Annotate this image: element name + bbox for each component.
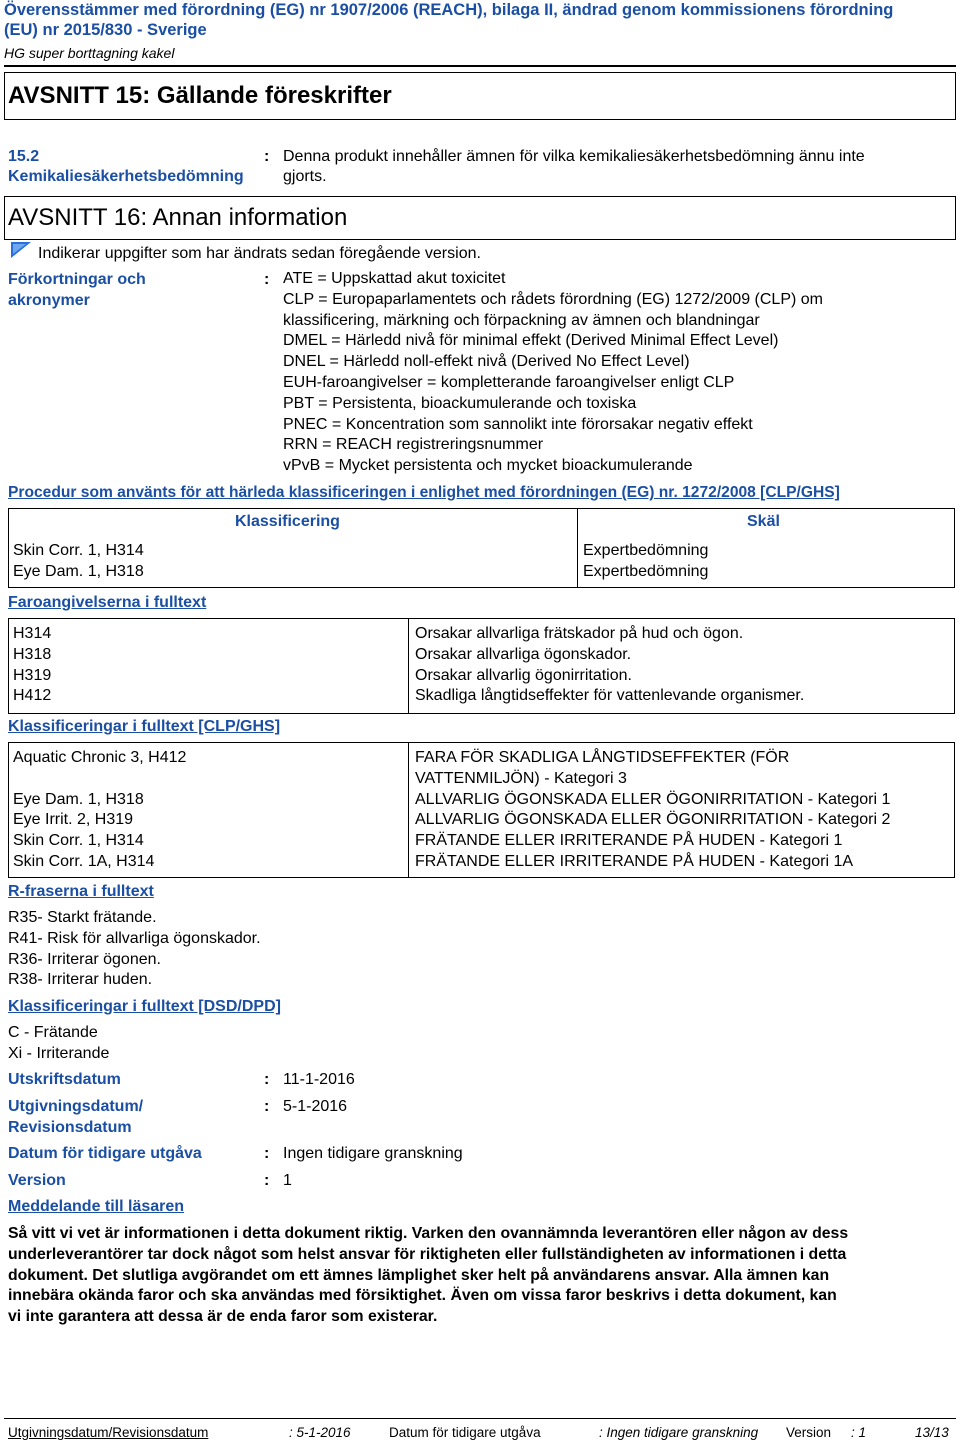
abbreviation-item: PBT = Persistenta, bioackumulerande och toxiska xyxy=(283,394,637,412)
notice-line: Så vitt vi vet är informationen i detta dokument riktig. Varken den ovannämnda leverantören eller någon av dess xyxy=(8,1225,849,1242)
hazard-table-divider xyxy=(408,618,409,713)
clp-full-title: Klassificeringar i fulltext [CLP/GHS] xyxy=(8,718,281,735)
section15-text-line1: Denna produkt innehåller ämnen för vilka kemikaliesäkerhetsbedömning ännu inte xyxy=(283,148,865,165)
notice-title: Meddelande till läsaren xyxy=(8,1198,185,1215)
clp-left-item: Aquatic Chronic 3, H412 xyxy=(13,749,187,766)
clp-right-item: FARA FÖR SKADLIGA LÅNGTIDSEFFEKTER (FÖR xyxy=(415,749,790,766)
footer-divider xyxy=(4,1418,956,1419)
abbreviation-item: DNEL = Härledd noll-effekt nivå (Derived No Effect Level) xyxy=(283,353,690,371)
clp-right-item: VATTENMILJÖN) - Kategori 3 xyxy=(415,769,627,787)
clp-left-item: Eye Dam. 1, H318 xyxy=(13,790,144,808)
hazard-code-list xyxy=(13,624,51,707)
notice-line: innebära okända faror och ska användas med försiktighet. Även om vissa faror beskrivs i detta dokument, kan xyxy=(8,1287,837,1305)
section15-text-line2: gjorts. xyxy=(283,168,327,185)
clp-left-item: Skin Corr. 1, H314 xyxy=(13,832,144,850)
section16-title-box xyxy=(4,196,956,240)
clp-right-list xyxy=(415,748,890,873)
hazard-text: Orsakar allvarliga frätskador på hud och ögon. xyxy=(415,625,744,642)
hazard-code: H318 xyxy=(13,645,52,663)
clp-right-item: FRÄTANDE ELLER IRRITERANDE PÅ HUDEN - Kategori 1A xyxy=(415,852,854,870)
classification-cell: Eye Dam. 1, H318 xyxy=(13,562,144,580)
abbrev-label-line1: Förkortningar och xyxy=(8,271,146,288)
clp-left-list xyxy=(13,748,186,873)
issue-date-colon: : xyxy=(264,1098,270,1115)
notice-line: underleverantörer tar dock något som helst ansvar för riktigheten eller fullständigheten av informationen i detta xyxy=(8,1245,847,1263)
version-label: Version xyxy=(8,1172,66,1189)
hazard-text-list xyxy=(415,624,804,707)
abbreviation-item: PNEC = Koncentration som sannolikt inte förorsakar negativ effekt xyxy=(283,415,753,433)
footer-page-number: 13/13 xyxy=(915,1425,949,1440)
footer-issue-label: Utgivningsdatum/Revisionsdatum xyxy=(8,1425,209,1440)
r-phrase: R36- Irriterar ögonen. xyxy=(8,950,161,968)
r-phrase: R41- Risk för allvarliga ögonskador. xyxy=(8,929,261,947)
section15-colon: : xyxy=(264,148,270,165)
abbreviation-item: klassificering, märkning och förpackning av ämnen och blandningar xyxy=(283,311,760,329)
reason-cell: Expertbedömning xyxy=(583,542,709,559)
section15-2-label-num: 15.2 xyxy=(8,148,40,165)
header-title-line1: Överensstämmer med förordning (EG) nr 1907/2006 (REACH), bilaga II, ändrad genom kommissionens förordning xyxy=(4,1,894,19)
clp-left-item xyxy=(13,769,186,790)
r-phrase: R35- Starkt frätande. xyxy=(8,909,157,926)
section15-2-label: Kemikaliesäkerhetsbedömning xyxy=(8,168,244,185)
prev-date-label: Datum för tidigare utgåva xyxy=(8,1145,202,1162)
abbreviation-item: EUH-faroangivelser = kompletterande faroangivelser enligt CLP xyxy=(283,373,735,391)
abbreviation-item: ATE = Uppskattad akut toxicitet xyxy=(283,270,506,287)
print-date-colon: : xyxy=(264,1071,270,1088)
abbrev-colon: : xyxy=(264,271,270,288)
version-colon: : xyxy=(264,1172,270,1189)
clp-left-item: Eye Irrit. 2, H319 xyxy=(13,811,134,829)
clp-table-divider xyxy=(408,742,409,877)
procedure-title: Procedur som använts för att härleda klassificeringen i enlighet med förordningen (EG) nr. 1272/2008 [CLP/GHS] xyxy=(8,484,840,501)
hazard-text: Orsakar allvarliga ögonskador. xyxy=(415,645,632,663)
abbreviation-item: CLP = Europaparlamentets och rådets förordning (EG) 1272/2009 (CLP) om xyxy=(283,290,823,308)
classification-table xyxy=(8,508,955,588)
issue-date-label-line1: Utgivningsdatum/ xyxy=(8,1098,144,1115)
hazard-statements-title: Faroangivelserna i fulltext xyxy=(8,594,207,611)
notice-text xyxy=(8,1224,848,1328)
prev-date-colon: : xyxy=(264,1145,270,1162)
r-phrases-title: R-fraserna i fulltext xyxy=(8,883,154,900)
hazard-code: H412 xyxy=(13,687,52,705)
section16-title: AVSNITT 16: Annan information xyxy=(8,204,348,231)
abbreviation-list xyxy=(283,269,823,477)
section15-title: AVSNITT 15: Gällande föreskrifter xyxy=(8,82,392,109)
header-divider xyxy=(4,65,956,67)
hazard-code: H314 xyxy=(13,625,52,642)
notice-line: dokument. Det slutliga avgörandet om ett ämnes lämplighet sker helt på användarens ansvar. Alla ämnen kan xyxy=(8,1266,830,1284)
footer-version-label: Version xyxy=(786,1425,832,1440)
col-header-classification: Klassificering xyxy=(235,513,340,530)
footer-prev-value: : Ingen tidigare granskning xyxy=(599,1425,759,1440)
hazard-text: Orsakar allvarlig ögonirritation. xyxy=(415,666,632,684)
changed-marker-icon xyxy=(10,241,32,259)
print-date-value: 11-1-2016 xyxy=(283,1071,355,1088)
classification-table-divider xyxy=(577,508,578,587)
abbreviation-item: DMEL = Härledd nivå för minimal effekt (Derived Minimal Effect Level) xyxy=(283,332,779,350)
footer-version-value: : 1 xyxy=(851,1425,867,1440)
r-phrases-list xyxy=(8,908,261,991)
classification-cell: Skin Corr. 1, H314 xyxy=(13,542,144,559)
product-name: HG super borttagning kakel xyxy=(4,45,175,61)
dsd-title: Klassificeringar i fulltext [DSD/DPD] xyxy=(8,998,281,1015)
header-title-line2: (EU) nr 2015/830 - Sverige xyxy=(4,21,207,39)
abbrev-label-line2: akronymer xyxy=(8,292,90,309)
issue-date-label-line2: Revisionsdatum xyxy=(8,1119,132,1136)
abbreviation-item: vPvB = Mycket persistenta och mycket bioackumulerande xyxy=(283,457,693,475)
clp-left-item: Skin Corr. 1A, H314 xyxy=(13,852,155,870)
dsd-item: Xi - Irriterande xyxy=(8,1044,110,1062)
version-value: 1 xyxy=(283,1172,292,1189)
clp-right-item: FRÄTANDE ELLER IRRITERANDE PÅ HUDEN - Kategori 1 xyxy=(415,832,843,850)
section15-title-box xyxy=(4,72,956,120)
issue-date-value: 5-1-2016 xyxy=(283,1098,348,1115)
hazard-code: H319 xyxy=(13,666,52,684)
reason-cell: Expertbedömning xyxy=(583,562,709,580)
footer-prev-label: Datum för tidigare utgåva xyxy=(389,1425,541,1440)
print-date-label: Utskriftsdatum xyxy=(8,1071,121,1088)
prev-date-value: Ingen tidigare granskning xyxy=(283,1145,463,1162)
abbreviation-item: RRN = REACH registreringsnummer xyxy=(283,436,544,454)
hazard-text: Skadliga långtidseffekter för vattenlevande organismer. xyxy=(415,687,805,705)
footer-issue-value: : 5-1-2016 xyxy=(289,1425,351,1440)
clp-right-item: ALLVARLIG ÖGONSKADA ELLER ÖGONIRRITATION - Kategori 1 xyxy=(415,790,891,808)
changed-note: Indikerar uppgifter som har ändrats sedan föregående version. xyxy=(38,245,481,262)
clp-right-item: ALLVARLIG ÖGONSKADA ELLER ÖGONIRRITATION - Kategori 2 xyxy=(415,811,891,829)
r-phrase: R38- Irriterar huden. xyxy=(8,971,153,989)
dsd-list xyxy=(8,1023,109,1065)
classification-list xyxy=(13,541,144,583)
reason-list xyxy=(583,541,708,583)
notice-line: vi inte garantera att dessa är de enda faror som existerar. xyxy=(8,1308,438,1326)
dsd-item: C - Frätande xyxy=(8,1024,98,1041)
col-header-reason: Skäl xyxy=(747,513,780,530)
